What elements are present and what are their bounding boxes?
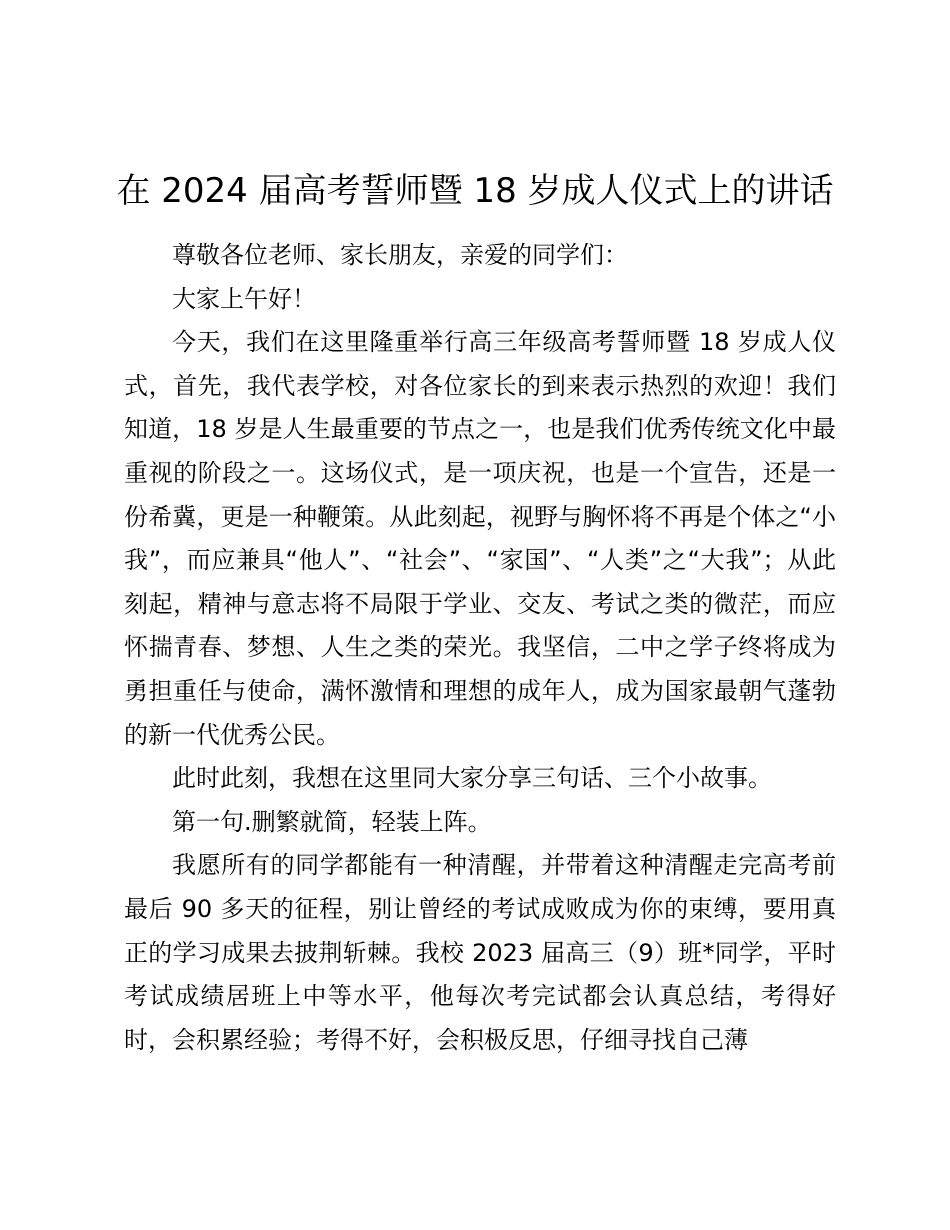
document-title: 在 2024 届高考誓师暨 18 岁成人仪式上的讲话	[116, 171, 834, 211]
paragraph-greeting: 大家上午好！	[172, 284, 316, 313]
paragraph-first-point-heading: 第一句.删繁就简，轻装上阵。	[172, 807, 492, 836]
paragraph-first-story: 我愿所有的同学都能有一种清醒，并带着这种清醒走完高考前最后 90 多天的征程，别让曾经的考试成败成为你的束缚，要用真正的学习成果去披荆斩棘。我校 2023 届高三（9）班*同学，平时考试成绩居班上中等水平，他每次考完试都会认真总结，考得好时，会积累经验；考得不好，会积极反思，仔细寻找自己薄	[124, 851, 836, 1054]
document-body	[124, 234, 836, 1062]
paragraph-share-intro: 此时此刻，我想在这里同大家分享三句话、三个小故事。	[172, 764, 772, 793]
paragraph-opening: 今天，我们在这里隆重举行高三年级高考誓师暨 18 岁成人仪式，首先，我代表学校，对各位家长的到来表示热烈的欢迎！我们知道，18 岁是人生最重要的节点之一，也是我们优秀传统文化中最重视的阶段之一。这场仪式，是一项庆祝，也是一个宣告，还是一份希冀，更是一种鞭策。从此刻起，视野与胸怀将不再是个体之“小我”，而应兼具“他人”、“社会”、“家国”、“人类”之“大我”；从此刻起，精神与意志将不局限于学业、交友、考试之类的微茫，而应怀揣青春、梦想、人生之类的荣光。我坚信，二中之学子终将成为勇担重任与使命，满怀激情和理想的成年人，成为国家最朝气蓬勃的新一代优秀公民。	[124, 328, 836, 749]
paragraph-salutation: 尊敬各位老师、家长朋友，亲爱的同学们：	[172, 241, 628, 269]
